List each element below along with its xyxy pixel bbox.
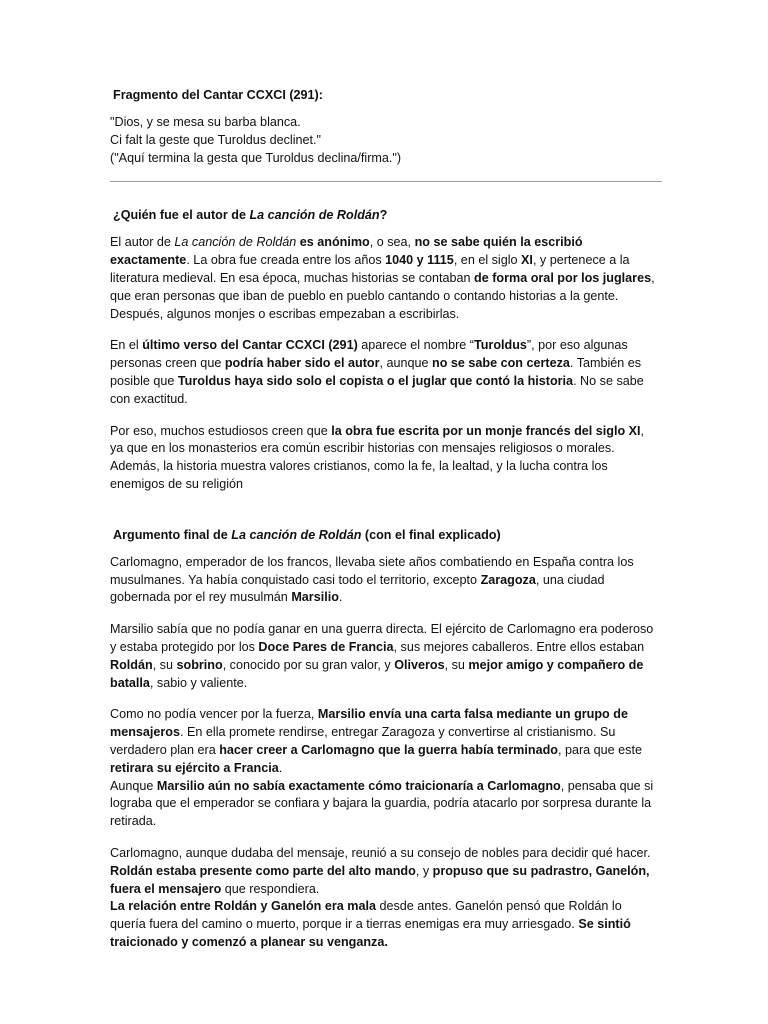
bold-text: La relación entre Roldán y Ganelón era mala <box>110 899 376 914</box>
text-run: que respondiera. <box>221 881 320 896</box>
text-run: , para que este <box>557 742 642 757</box>
text-run: aparece el nombre “ <box>357 338 474 353</box>
text-run: , conocido por su gran valor, y <box>222 657 395 672</box>
argument-paragraph <box>110 845 660 952</box>
bold-text: XI <box>521 253 533 268</box>
italic-text: La canción de Roldán <box>174 235 297 250</box>
text-run: Marsilio sabía que no podía ganar en una guerra directa. El ejército de Carlomagno era poderoso y estaba protegido por los <box>110 622 654 654</box>
bold-text: Roldán <box>110 657 153 672</box>
fragment-line: ("Aquí termina la gesta que Turoldus declina/firma.") <box>110 150 402 165</box>
bold-text: Turoldus <box>473 338 527 353</box>
italic-text: La canción de Roldán <box>231 527 362 542</box>
bold-text: Se sintió traicionado y comenzó a planear su venganza. <box>110 917 631 949</box>
bold-text: mejor amigo y compañero de batalla <box>110 657 644 690</box>
bold-text: podría haber sido el autor <box>224 356 380 371</box>
fragment-line: Ci falt la geste que Turoldus declinet." <box>110 132 321 147</box>
text-run: , pensaba que si lograba que el emperador se confiara y bajara la guardia, podría atacarlo por sorpresa durante la retirada. <box>110 778 654 829</box>
bold-text: de forma oral por los juglares <box>474 270 652 285</box>
bold-text: Doce Pares de Francia <box>258 639 394 654</box>
text-run: , y pertenece a la literatura medieval. En esa época, muchas historias se contaban <box>110 253 630 285</box>
text-run: (con el final explicado) <box>361 527 501 542</box>
author-paragraph <box>110 423 660 494</box>
document-body <box>110 88 660 966</box>
text-run: . No se sabe con exactitud. <box>110 373 644 406</box>
bold-text: 1040 y 1115 <box>385 253 454 268</box>
text-run: , que eran personas que iban de pueblo en pueblo cantando o contando historias a la gente. Después, algunos monjes o escribas empezaban a escribirlas. <box>110 270 655 321</box>
fragment-quote <box>110 114 660 167</box>
text-run: desde antes. Ganelón pensó que Roldán lo quería fuera del camino o muerto, porque ir a tierras enemigas era muy arriesgado. <box>110 899 622 932</box>
text-run: , sabio y valiente. <box>149 675 248 690</box>
text-run: , su <box>444 657 469 672</box>
text-run: , o sea, <box>369 235 415 250</box>
text-run: Aunque <box>110 778 157 793</box>
text-run: , una ciudad gobernada por el rey musulmán <box>110 572 605 605</box>
text-run: , y <box>415 863 433 878</box>
author-paragraph <box>110 337 660 408</box>
argument-paragraph <box>110 621 660 692</box>
bold-text: Roldán estaba presente como parte del alto mando <box>110 863 416 878</box>
text-run: . En ella promete rendirse, entregar Zaragoza y convertirse al cristianismo. Su verdadero plan era <box>110 725 616 757</box>
bold-text: propuso que su padrastro, Ganelón, fuera el mensajero <box>110 863 650 896</box>
bold-text: Marsilio envía una carta falsa mediante un grupo de mensajeros <box>110 707 628 740</box>
text-run: . También es posible que <box>110 356 642 388</box>
author-paragraph <box>110 234 660 323</box>
argument-paragraph <box>110 554 660 607</box>
bold-text: último verso del Cantar CCXCI (291) <box>142 338 358 353</box>
fragment-heading: Fragmento del Cantar CCXCI (291): <box>113 88 323 102</box>
bold-text: Marsilio aún no sabía exactamente cómo traicionaría a Carlomagno <box>156 778 561 793</box>
text-run: , ya que en los monasterios era común escribir historias con mensajes religiosos o morales. Además, la historia muestra valores cristianos, como la fe, la lealtad, y la lucha contra los enemigos de su religión <box>110 423 645 491</box>
bold-text: Turoldus haya sido solo el copista o el juglar que contó la historia <box>177 373 574 388</box>
text-run: . La obra fue creada entre los años <box>186 253 386 268</box>
text-run: Carlomagno, emperador de los francos, llevaba siete años combatiendo en España contra los musulmanes. Ya había conquistado casi todo el territorio, excepto <box>110 554 634 587</box>
text-run: El autor de <box>110 235 175 250</box>
bold-text: no se sabe quién la escribió exactamente <box>110 235 583 268</box>
text-run: , sus mejores caballeros. Entre ellos estaban <box>393 639 645 654</box>
text-run: ¿Quién fue el autor de <box>113 208 250 223</box>
text-run: Carlomagno, aunque dudaba del mensaje, reunió a su consejo de nobles para decidir qué hacer. <box>110 845 651 860</box>
bold-text: Oliveros <box>394 657 445 672</box>
text-run: , su <box>152 657 177 672</box>
bold-text: sobrino <box>176 657 223 672</box>
text-run: Como no podía vencer por la fuerza, <box>110 707 318 722</box>
text-run: ”, por eso algunas personas creen que <box>110 338 628 371</box>
argument-paragraph <box>110 706 660 831</box>
text-run: Por eso, muchos estudiosos creen que <box>110 423 332 438</box>
text-run: . <box>278 760 283 775</box>
text-run: . <box>338 590 343 605</box>
bold-text: no se sabe con certeza <box>432 356 570 371</box>
bold-text: hacer creer a Carlomagno que la guerra había terminado <box>219 742 558 757</box>
text-run: , aunque <box>379 356 433 371</box>
text-run: , en el siglo <box>453 253 522 268</box>
bold-text: es anónimo <box>299 235 370 250</box>
text-run: En el <box>110 338 143 353</box>
bold-text: la obra fue escrita por un monje francés del siglo XI <box>331 423 641 438</box>
italic-text: La canción de Roldán <box>249 208 380 223</box>
text-run: ? <box>379 208 388 223</box>
bold-text: Zaragoza <box>480 572 536 587</box>
text-run: Argumento final de <box>113 527 232 542</box>
argument-heading <box>113 528 660 542</box>
author-heading <box>113 208 660 222</box>
bold-text: retirara su ejército a Francia <box>110 760 279 775</box>
fragment-line: "Dios, y se mesa su barba blanca. <box>110 115 301 129</box>
bold-text: Marsilio <box>291 590 339 605</box>
